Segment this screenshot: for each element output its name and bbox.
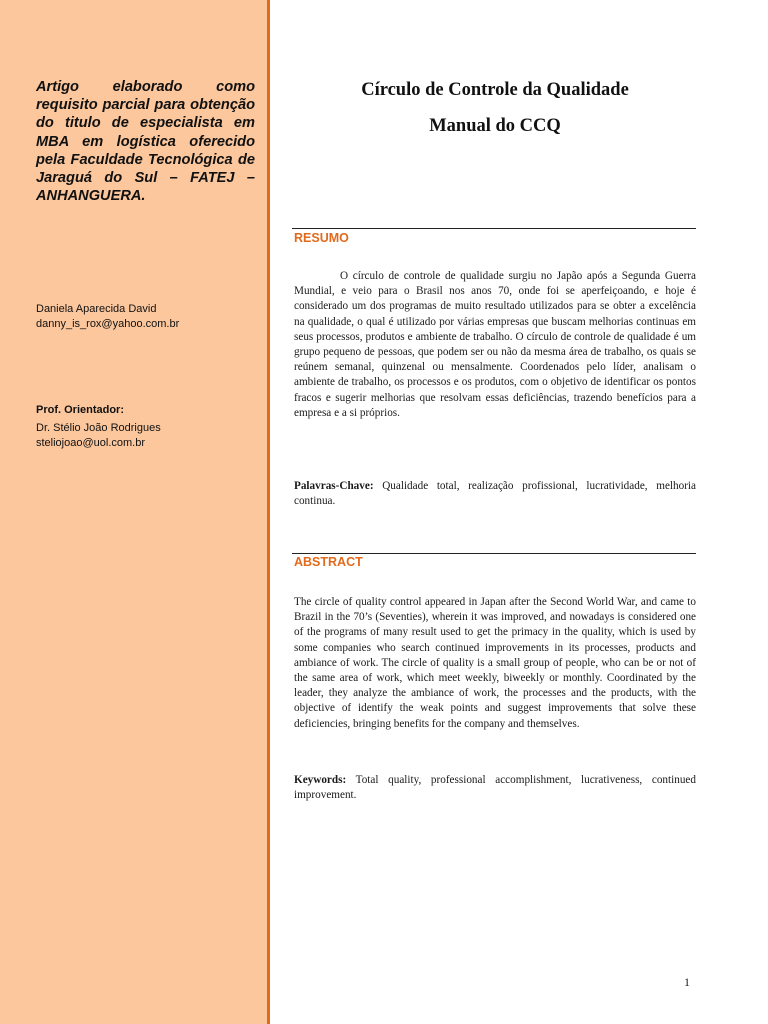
advisor-label: Prof. Orientador:	[36, 404, 125, 416]
sidebar-divider	[267, 0, 270, 1024]
resumo-body: O círculo de controle de qualidade surgiu no Japão após a Segunda Guerra Mundial, e veio para o Brasil nos anos 70, onde foi se aperfeiçoando, e hoje é considerado um dos programas de muito resultado utilizados para se obter a excelência na qualidade, o qual é utilizado por várias empresas que buscam melhorias continuas em seus processos, produtos e ambiente de trabalho. O círculo de controle de qualidade é um grupo pequeno de pessoas, que podem ser ou não da mesma área de trabalho, os quais se reúnem semanal, quinzenal ou mensalmente. Coordenados pelo líder, analisam o ambiente de trabalho, os processos e os produtos, com o objetivo de identificar os pontos fracos e sugerir melhorias que resolvam essas deficiências, trazendo benefícios para a empresa e a si próprios.	[294, 270, 696, 419]
author-name: Daniela Aparecida David	[36, 303, 157, 315]
page-title: Círculo de Controle da Qualidade	[361, 80, 629, 100]
abstract-divider	[292, 553, 696, 554]
sidebar-panel	[0, 0, 267, 1024]
resumo-keywords	[294, 479, 696, 509]
page-subtitle: Manual do CCQ	[429, 116, 561, 136]
page-number: 1	[684, 975, 690, 989]
abstract-heading: ABSTRACT	[294, 555, 363, 569]
advisor-name: Dr. Stélio João Rodrigues	[36, 422, 161, 434]
resumo-keywords-text: Qualidade total, realização profissional, lucratividade, melhoria continua.	[294, 480, 697, 508]
abstract-body: The circle of quality control appeared in Japan after the Second World War, and came to Brazil in the 70’s (Seventies), wherein it was improved, and nowadays is considered one of the programs of many result used to get the primacy in the quality, which is used by some companies who search continued improvements in its processes, products and ambiance of work. The circle of quality is a small group of people, who can be or not of the same area of work, which meet weekly, biweekly or monthly. Coordinated by the leader, they analyze the ambiance of work, the processes and the products, with the objective of identify the weak points and suggest improvements that solve these deficiencies, bringing benefits for the company and themselves.	[294, 596, 696, 730]
abstract-keywords-text: Total quality, professional accomplishment, lucrativeness, continued improvement.	[294, 774, 696, 802]
author-email: danny_is_rox@yahoo.com.br	[36, 318, 180, 330]
article-note: Artigo elaborado como requisito parcial para obtenção do titulo de especialista em MBA em logística oferecido pela Faculdade Tecnológica de Jaraguá do Sul – FATEJ – ANHANGUERA.	[36, 79, 255, 205]
abstract-keywords	[294, 773, 696, 803]
resumo-divider	[292, 228, 696, 229]
resumo-keywords-label: Palavras-Chave:	[294, 480, 374, 492]
resumo-heading: RESUMO	[294, 231, 349, 245]
advisor-email: steliojoao@uol.com.br	[36, 437, 145, 449]
abstract-keywords-label: Keywords:	[294, 774, 347, 786]
